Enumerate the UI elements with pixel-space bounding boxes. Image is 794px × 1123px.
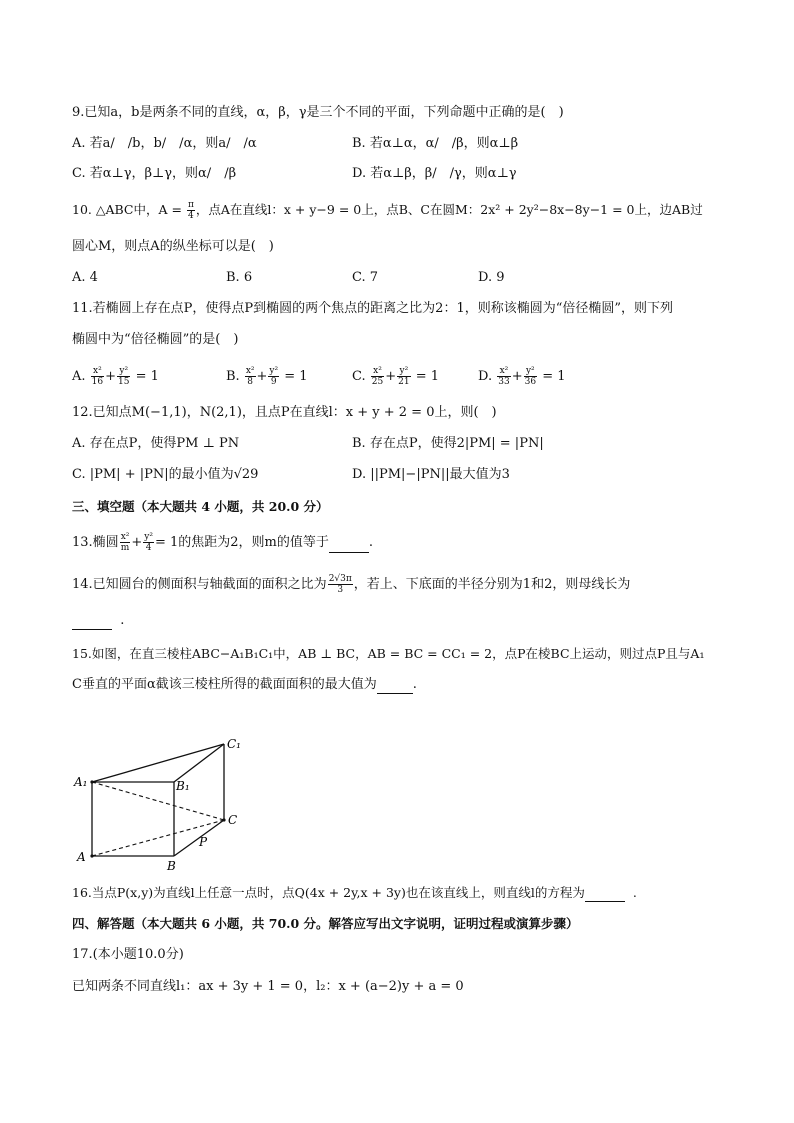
q14-line1 — [72, 574, 630, 595]
q11-option-a: A. $\frac{\text{x²}}{16}$ + $\frac{\text{y²}}{15}$ = 1 — [72, 366, 159, 387]
q10-fraction — [187, 200, 195, 221]
q9-stem: 9.已知a，b是两条不同的直线，α，β，γ是三个不同的平面，下列命题中正确的是( ) — [72, 105, 564, 120]
edge-a1-c1 — [92, 744, 224, 782]
q10-line2: 圆心M，则点A的纵坐标可以是( ) — [72, 239, 274, 254]
q11-line1: 11.若椭圆上存在点P，使得点P到椭圆的两个焦点的距离之比为2：1，则称该椭圆为“倍径椭圆”，则下列 — [72, 301, 674, 316]
q9-option-d: D. 若α⊥β，β/ /γ，则α⊥γ — [352, 166, 517, 181]
label-c: C — [228, 813, 238, 827]
label-a: A — [77, 850, 86, 864]
q13-a: 13.椭圆 — [72, 535, 119, 550]
section-4-heading: 四、解答题（本大题共 6 小题，共 70.0 分。解答应写出文字说明，证明过程或演算步骤） — [72, 916, 579, 931]
q12-option-b: B. 存在点P，使得2|PM| = |PN| — [352, 436, 544, 451]
q14-frac-num: 2√3π — [328, 574, 352, 584]
q11-option-d: D. $\frac{\text{x²}}{33}$ + $\frac{\text{y²}}{36}$ = 1 — [478, 366, 566, 387]
q11-option-c: C. $\frac{\text{x²}}{25}$ + $\frac{\text{y²}}{21}$ = 1 — [352, 366, 440, 387]
q13-frac-x — [120, 532, 131, 553]
q10-frac-num: π — [187, 200, 194, 210]
q13-plus: + — [131, 535, 143, 550]
q13-b: = 1的焦距为2，则m的值等于 — [154, 535, 329, 550]
q15-line2 — [72, 676, 417, 694]
q17-body: 已知两条不同直线l₁：ax + 3y + 1 = 0，l₂：x + (a−2)y + a = 0 — [72, 979, 464, 994]
q14-fraction — [328, 574, 353, 595]
q16-answer-blank[interactable] — [585, 887, 625, 902]
q10-line1 — [72, 200, 703, 221]
q15-line1: 15.如图，在直三棱柱ABC−A₁B₁C₁中，AB ⊥ BC，AB = BC = CC₁ = 2，点P在棱BC上运动，则过点P且与A₁ — [72, 646, 705, 661]
q10-option-d: D. 9 — [478, 270, 505, 285]
q11-option-label: D. — [478, 369, 493, 384]
q12-option-c: C. |PM| + |PN|的最小值为√29 — [72, 467, 259, 482]
dashed-a1-c — [92, 782, 224, 820]
q13-y2: y² — [144, 532, 153, 542]
q13-four: 4 — [145, 543, 152, 553]
q11-frac-y: $\frac{\text{y²}}{21}$ — [398, 366, 410, 387]
q14-answer-blank[interactable] — [72, 615, 112, 630]
q11-frac-y: $\frac{\text{y²}}{9}$ — [269, 366, 279, 387]
q16-text: 16.当点P(x,y)为直线l上任意一点时，点Q(4x + 2y,x + 3y)也在该直线上，则直线l的方程为 — [72, 885, 585, 900]
q11-frac-x: $\frac{\text{x²}}{8}$ — [245, 366, 255, 387]
q17-heading: 17.(本小题10.0分) — [72, 947, 184, 962]
q14-frac-den: 3 — [337, 585, 344, 595]
q12-option-d: D. ||PM|−|PN||最大值为3 — [352, 467, 510, 482]
label-a1: A₁ — [74, 775, 88, 789]
q14-line1-a: 14.已知圆台的侧面积与轴截面的面积之比为 — [72, 577, 327, 592]
q10-line1-b: ，点A在直线l：x + y−9 = 0上，点B、C在圆M：2x² + 2y²−8x−8y−1 = 0上，边AB过 — [195, 202, 703, 217]
q15-end: . — [412, 677, 417, 692]
q9-option-c: C. 若α⊥γ，β⊥γ，则α/ /β — [72, 166, 237, 181]
q10-option-a: A. 4 — [72, 270, 98, 285]
q9-option-a: A. 若a/ /b，b/ /α，则a/ /α — [72, 136, 257, 151]
label-b: B — [167, 859, 176, 872]
q11-frac-y: $\frac{\text{y²}}{36}$ — [524, 366, 537, 387]
q11-option-label: B. — [226, 369, 240, 384]
q14-line2 — [72, 612, 124, 630]
q13-answer-blank[interactable] — [329, 538, 369, 553]
prism-figure — [66, 732, 266, 872]
q11-line2: 椭圆中为“倍径椭圆”的是( ) — [72, 332, 239, 347]
q14-end: . — [120, 613, 125, 628]
label-b1: B₁ — [176, 779, 190, 793]
q13-end: . — [368, 535, 374, 550]
q16-line — [72, 884, 637, 902]
q11-frac-x: $\frac{\text{x²}}{33}$ — [498, 366, 510, 387]
q13-line — [72, 532, 373, 553]
q15-line2-text: C垂直的平面α截该三棱柱所得的截面面积的最大值为 — [72, 677, 377, 692]
q11-frac-x: $\frac{\text{x²}}{25}$ — [371, 366, 384, 387]
q11-option-b: B. $\frac{\text{x²}}{8}$ + $\frac{\text{y²}}{9}$ = 1 — [226, 366, 308, 387]
edge-b1-c1 — [174, 744, 224, 782]
q13-x2: x² — [120, 532, 130, 542]
q10-option-b: B. 6 — [226, 270, 253, 285]
q10-frac-den: 4 — [188, 211, 194, 221]
q11-frac-y: $\frac{\text{y²}}{15}$ — [118, 366, 130, 387]
q14-line1-b: ，若上、下底面的半径分别为1和2，则母线长为 — [353, 577, 631, 592]
q13-frac-y — [143, 532, 154, 553]
q11-frac-x: $\frac{\text{x²}}{16}$ — [91, 366, 104, 387]
q11-option-label: A. — [72, 369, 86, 384]
q9-option-b: B. 若α⊥α，α/ /β，则α⊥β — [352, 136, 519, 151]
q11-option-label: C. — [352, 369, 366, 384]
q12-option-a: A. 存在点P，使得PM ⊥ PN — [72, 436, 240, 451]
q10-option-c: C. 7 — [352, 270, 379, 285]
q16-end: . — [632, 885, 637, 900]
label-c1: C₁ — [227, 737, 241, 751]
q12-stem: 12.已知点M(−1,1)，N(2,1)，且点P在直线l：x + y + 2 = 0上，则( ) — [72, 405, 497, 420]
section-3-heading: 三、填空题（本大题共 4 小题，共 20.0 分） — [72, 499, 329, 514]
q15-answer-blank[interactable] — [377, 679, 413, 694]
q13-m: m — [120, 543, 130, 553]
q10-line1-a: 10. △ABC中，A = — [72, 202, 186, 217]
label-p: P — [199, 835, 208, 849]
